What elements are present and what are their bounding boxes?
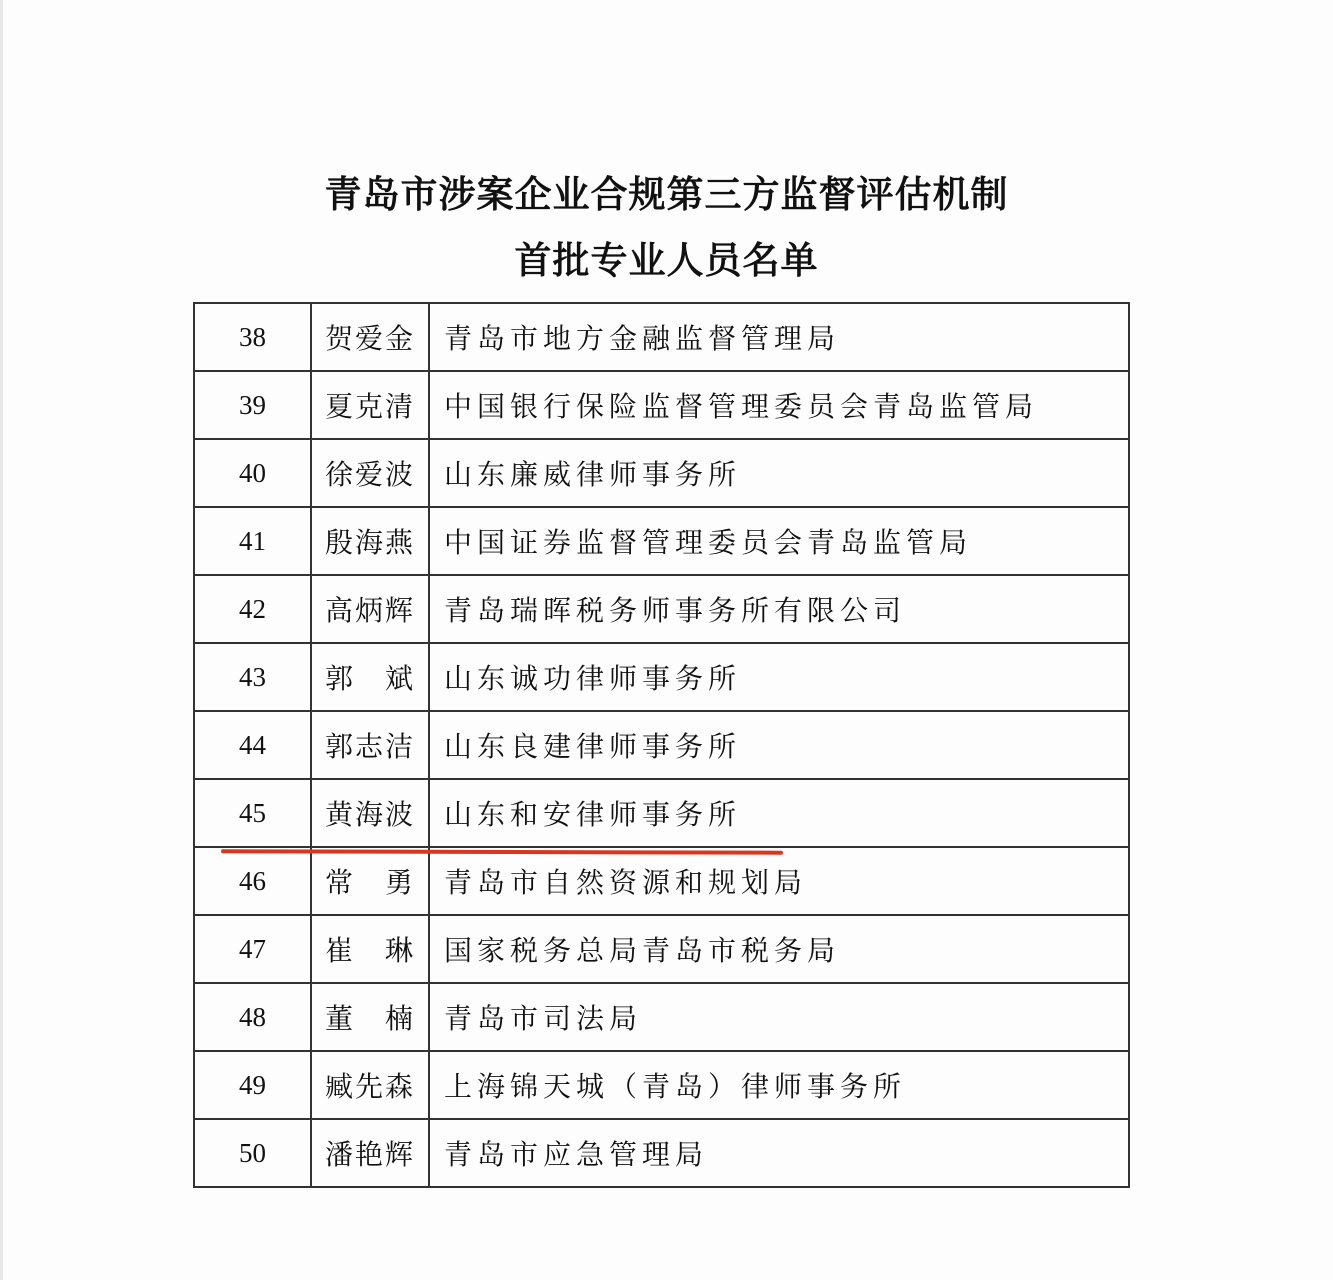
row-number: 42	[194, 575, 311, 643]
table-row-highlighted	[194, 779, 1129, 847]
person-name: 崔 琳	[311, 915, 429, 983]
row-number: 49	[194, 1051, 311, 1119]
person-name: 夏克清	[311, 371, 429, 439]
person-name: 郭志洁	[311, 711, 429, 779]
row-number: 44	[194, 711, 311, 779]
person-name: 黄海波	[311, 779, 429, 847]
row-number: 41	[194, 507, 311, 575]
row-number: 45	[194, 779, 311, 847]
table-row	[194, 1051, 1129, 1119]
person-name: 郭 斌	[311, 643, 429, 711]
row-number: 43	[194, 643, 311, 711]
table-row	[194, 983, 1129, 1051]
organization-name: 国家税务总局青岛市税务局	[429, 915, 1129, 983]
row-number: 40	[194, 439, 311, 507]
organization-name: 山东廉威律师事务所	[429, 439, 1129, 507]
organization-name: 青岛瑞晖税务师事务所有限公司	[429, 575, 1129, 643]
organization-name: 山东诚功律师事务所	[429, 643, 1129, 711]
organization-name: 青岛市自然资源和规划局	[429, 847, 1129, 915]
organization-name: 青岛市地方金融监督管理局	[429, 303, 1129, 371]
document-title: 青岛市涉案企业合规第三方监督评估机制	[324, 173, 1009, 216]
personnel-table	[193, 302, 1130, 1188]
person-name: 高炳辉	[311, 575, 429, 643]
organization-name: 上海锦天城（青岛）律师事务所	[429, 1051, 1129, 1119]
organization-name: 中国银行保险监督管理委员会青岛监管局	[429, 371, 1129, 439]
row-number: 38	[194, 303, 311, 371]
document-subtitle: 首批专业人员名单	[514, 239, 819, 282]
organization-name: 山东良建律师事务所	[429, 711, 1129, 779]
organization-name: 青岛市司法局	[429, 983, 1129, 1051]
table-row	[194, 439, 1129, 507]
table-row	[194, 507, 1129, 575]
organization-name: 山东和安律师事务所	[429, 779, 1129, 847]
personnel-table-body	[194, 303, 1129, 1187]
table-row	[194, 575, 1129, 643]
organization-name: 青岛市应急管理局	[429, 1119, 1129, 1187]
table-row	[194, 303, 1129, 371]
table-row	[194, 371, 1129, 439]
table-row	[194, 915, 1129, 983]
table-row	[194, 847, 1129, 915]
person-name: 常 勇	[311, 847, 429, 915]
person-name: 贺爱金	[311, 303, 429, 371]
row-number: 50	[194, 1119, 311, 1187]
person-name: 潘艳辉	[311, 1119, 429, 1187]
table-row	[194, 643, 1129, 711]
row-number: 46	[194, 847, 311, 915]
person-name: 董 楠	[311, 983, 429, 1051]
row-number: 48	[194, 983, 311, 1051]
row-number: 39	[194, 371, 311, 439]
organization-name: 中国证券监督管理委员会青岛监管局	[429, 507, 1129, 575]
table-row	[194, 1119, 1129, 1187]
row-number: 47	[194, 915, 311, 983]
person-name: 臧先森	[311, 1051, 429, 1119]
person-name: 徐爱波	[311, 439, 429, 507]
table-row	[194, 711, 1129, 779]
person-name: 殷海燕	[311, 507, 429, 575]
